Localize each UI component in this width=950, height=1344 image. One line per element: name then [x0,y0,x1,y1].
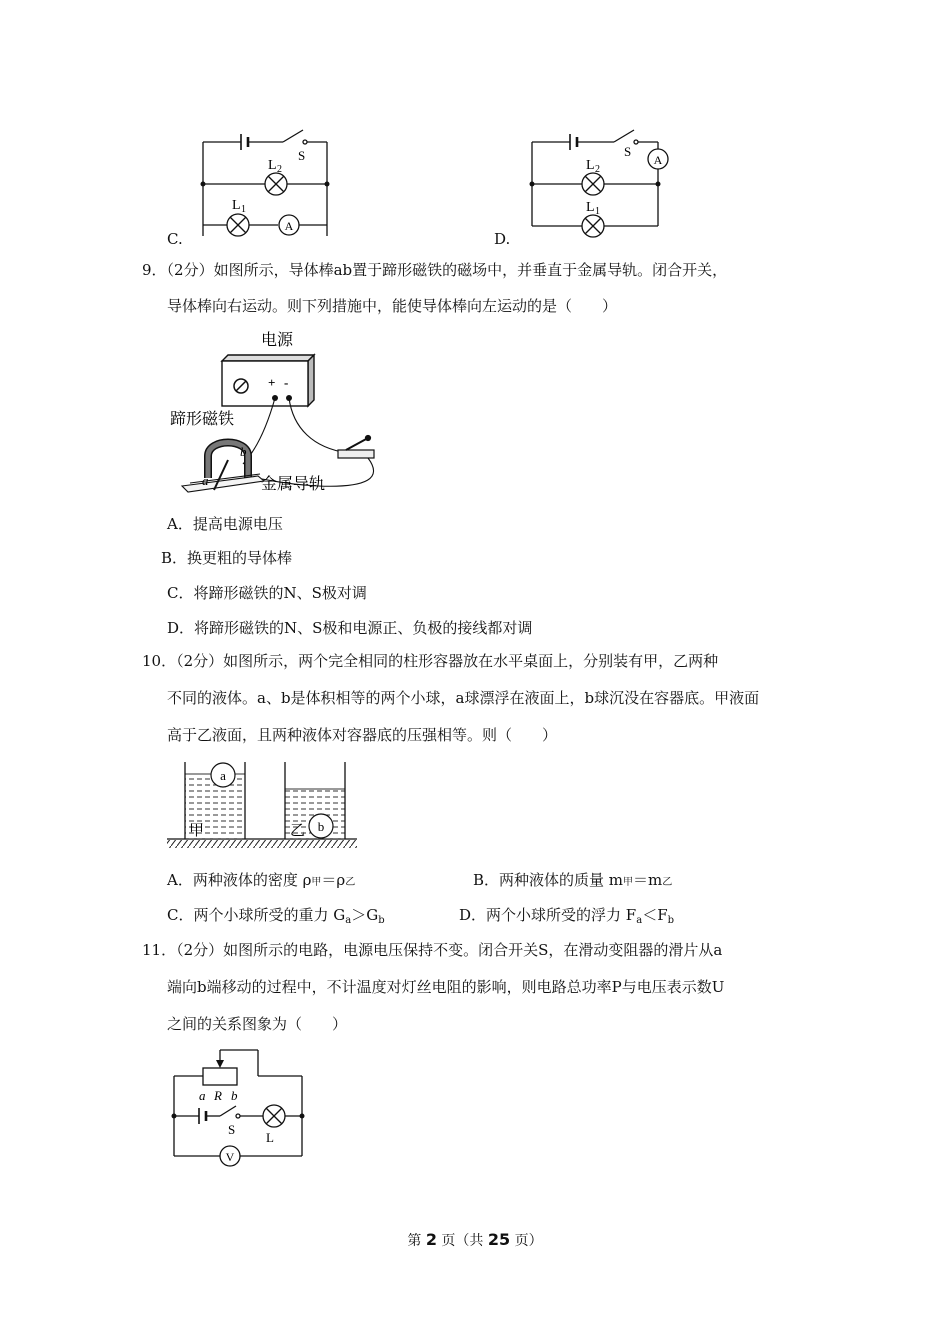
q8c-ammeter-label: A [284,219,294,233]
q10-option-a: A．两种液体的密度 ρ甲＝ρ乙 [167,871,356,889]
q11-end-b-label: b [231,1088,238,1103]
q11-stem-line2: 端向b端移动的过程中，不计温度对灯丝电阻的影响，则电路总功率P与电压表示数U [167,978,725,996]
q10-jia-label: 甲 [189,821,205,839]
q8c-lamp2-sub: 2 [277,164,282,175]
q9-rail-label: 金属导轨 [261,474,326,493]
q8d-lamp2-label: L [586,158,595,173]
q10-stem-line2: 不同的液体。a、b是体积相等的两个小球，a球漂浮在液面上，b球沉没在容器底。甲液面 [167,689,760,707]
q11-switch-label: S [228,1122,236,1137]
q9-option-a: A．提高电源电压 [167,515,283,533]
q8d-lamp1-sub: 1 [595,206,600,217]
q9-minus-label: - [284,375,289,390]
q9-option-b: B．换更粗的导体棒 [161,549,293,567]
q10-option-d: D．两个小球所受的浮力 $F_a<F_b$ [459,906,675,926]
q9-option-d: D．将蹄形磁铁的N、S极和电源正、负极的接线都对调 [167,619,533,637]
q11-circuit [168,1046,313,1171]
q9-rod-b-label: b [240,444,247,459]
q10-stem-line3: 高于乙液面，且两种液体对容器底的压强相等。则（ ） [167,726,558,744]
q9-figure [168,328,398,498]
page-total: 25 [487,1230,511,1249]
q11-lamp-label: L [266,1130,274,1145]
q10-yi-label: 乙 [290,821,306,839]
q8d-switch-label: S [624,144,632,159]
q8d-ammeter-label: A [653,153,663,167]
page-footer: 第 2 页（共 25 页） [407,1230,543,1249]
q10-ball-b-label: b [317,819,325,834]
q10-figure [165,758,360,853]
q8c-switch-label: S [298,148,306,163]
q8-option-c-label: C. [167,230,183,248]
q9-power-label: 电源 [261,330,294,349]
q8c-lamp2-label: L [268,158,277,173]
q11-stem-line1: 11．（2分）如图所示的电路，电源电压保持不变。闭合开关S，在滑动变阻器的滑片从a [142,941,723,959]
q9-stem-line2: 导体棒向右运动。则下列措施中，能使导体棒向左运动的是（ ） [167,297,618,315]
q8d-lamp2-sub: 2 [595,164,600,175]
q8c-lamp1-sub: 1 [241,204,246,215]
q11-end-a-label: a [199,1088,206,1103]
page-number: 2 [425,1230,437,1249]
q11-voltmeter-label: V [225,1150,235,1164]
q9-plus-label: + [268,375,276,390]
q9-magnet-label: 蹄形磁铁 [170,409,235,428]
q10-ball-a-label: a [220,768,226,783]
q9-option-c: C．将蹄形磁铁的N、S极对调 [167,584,367,602]
q8c-lamp1-label: L [232,198,241,213]
q11-rheostat-label: R [214,1088,222,1103]
q9-rod-a-label: a [202,473,209,488]
q8d-lamp1-label: L [586,200,595,215]
q11-stem-line3: 之间的关系图象为（ ） [167,1015,348,1033]
q8-circuit-d [524,120,674,245]
q10-option-b: B．两种液体的质量 m甲＝m乙 [473,871,673,889]
q8-circuit-c [195,120,335,245]
q8-option-d-label: D. [494,230,511,248]
q10-option-c: C．两个小球所受的重力 $G_a>G_b$ [167,906,385,926]
q10-stem-line1: 10．（2分）如图所示，两个完全相同的柱形容器放在水平桌面上，分别装有甲，乙两种 [142,652,719,670]
q9-stem-line1: 9．（2分）如图所示，导体棒ab置于蹄形磁铁的磁场中，并垂直于金属导轨。闭合开关， [142,261,728,279]
